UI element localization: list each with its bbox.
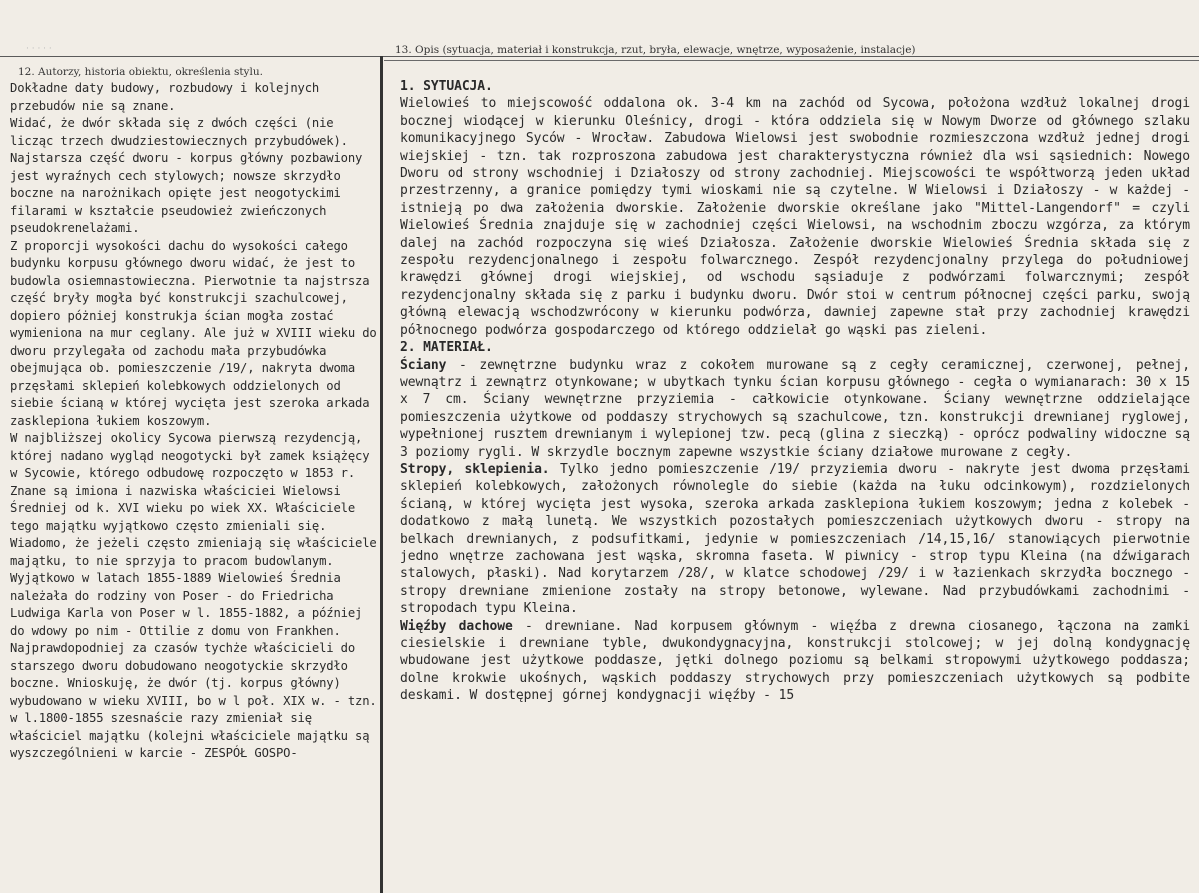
- roof-trusses-text: - drewniane. Nad korpusem głównym - więźba z drewna ciosanego, łączona na zamki ciesielskie i drewniane tyble, dwukondygnacyjna, konstrukcji stolcowej; w jej dolną kondygnację wbudowane jest użytkowe poddasze, jętki dolnego poziomu są belkami stropowymi użytkowego poddasza; dolne krokwie ukośnych, wąskich poddaszy strychowych przy pomieszczeniach użytkowych są podbite deskami. W dostępnej górnej kondygnacji więźby - 15: [400, 618, 1190, 704]
- situation-paragraph: Wielowieś to miejscowość oddalona ok. 3-4 km na zachód od Sycowa, położona wzdłuż lokalnej drogi bocznej wiodącej w kierunku Oleśnicy, drogi - która oddziela się w Nowym Dworze od głównego szlaku komunikacyjnego Syców - Wrocław. Zabudowa Wielowsi jest swobodnie rozmieszczona wzdłuż jednej drogi wiejskiej - tzn. tak rozproszona zabudowa jest charakterystyczna również dla wsi sąsiednich: Nowego Dworu od strony wschodniej i Działoszy od strony zachodniej. Miejscowości te współtworzą jeden układ przestrzenny, a granice pomiędzy tymi wioskami nie są czytelne. W Wielowsi i Działoszy - w każdej - istnieją po dwa założenia dworskie. Założenie dworskie określane jako "Mittel-Langendorf" = czyli Wielowieś Średnia znajduje się w zachodniej części Wielowsi, na wschodnim zboczu wzgórza, za którym dalej na zachód rozpoczyna się wieś Działosza. Założenie dworskie Wielowieś Średnia składa się z zespołu rezydencjonalnego i zespołu folwarcznego. Zespół rezydencjonalny przylega do południowej krawędzi głównej drogi wiejskiej, od wschodu sąsiaduje z podwórzami folwarcznymi; zespół rezydencjonalny składa się z parku i budynku dworu. Dwór stoi w centrum północnej części parku, swoją główną elewacją wschodzwrócony w kierunku podwórza, dawniej zapewne stał przy zachodniej krawędzi północnego podwórza gospodarczego od którego oddzielał go wąski pas zieleni.: [400, 96, 1190, 338]
- history-paragraph: Dokładne daty budowy, rozbudowy i kolejnych przebudów nie są znane.: [10, 81, 320, 113]
- section-13-label: 13. Opis (sytuacja, materiał i konstrukcja, rzut, bryła, elewacje, wnętrze, wyposażenie, instalacje): [395, 44, 916, 56]
- top-rule-right: [384, 60, 1199, 61]
- walls-lead: Ściany: [400, 357, 447, 373]
- history-column: [10, 80, 382, 763]
- ceilings-lead: Stropy, sklepienia.: [400, 461, 550, 477]
- history-paragraph: Znane są imiona i nazwiska właściciei Wielowsi Średniej od k. XVI wieku po wiek XX. Właściciele tego majątku wyjątkowo często zmieniali się. Wiadomo, że jeżeli często zmieniają się właściciele majątku, to nie sprzyja to pracom budowlanym.: [10, 483, 377, 568]
- description-column: [400, 78, 1190, 705]
- faint-marks: · · · · ·: [26, 44, 52, 54]
- history-paragraph: Z proporcji wysokości dachu do wysokości całego budynku korpusu głównego dworu widać, że jest to budowla osiemnastowieczna. Pierwotnie ta najstrsza część bryły mogła być konstrukcji szachulcowej, dopiero póżniej konstrukja ścian mogła zostać wymieniona na mur ceglany. Ale już w XVIII wieku do dworu przylegała od zachodu mała przybudówka obejmująca ob. pomieszczenie /19/, nakryta dwoma przęsłami sklepień kolebkowych oddzielonych od siebie ścianą w której wycięta jest szeroka arkada zasklepiona łukiem koszowym.: [10, 238, 377, 428]
- section-heading-situation: 1. SYTUACJA.: [400, 79, 493, 94]
- history-paragraph: Widać, że dwór składa się z dwóch części (nie licząc trzech dwudziestowiecznych przybudówek).: [10, 116, 348, 148]
- walls-text: - zewnętrzne budynku wraz z cokołem murowane są z cegły ceramicznej, czerwonej, pełnej, wewnątrz i zewnątrz otynkowane; w ubytkach tynku ścian korpusu głównego - cegła o wymianarach: 30 x 15 x 7 cm. Ściany wewnętrzne przyziemia - całkowicie otynkowane. Ściany wewnętrzne oddzielające pomieszczenia użytkowe od poddaszy strychowych są szachulcowe, tzn. konstrukcji drewnianej ryglowej, wypełnionej rusztem drewnianym i wylepionej tzw. pecą (glina z sieczką) - oprócz podwaliny widoczne są 3 poziomy rygli. W skrzydle bocznym zapewne wszystkie ściany działowe murowane z cegły.: [400, 357, 1190, 460]
- ceilings-paragraph: [400, 461, 1190, 618]
- top-rule: [0, 56, 1199, 57]
- walls-paragraph: [400, 357, 1190, 461]
- section-heading-material: 2. MATERIAŁ.: [400, 340, 493, 356]
- roof-trusses-lead: Więźby dachowe: [400, 618, 513, 634]
- section-12-label: 12. Autorzy, historia obiektu, określenia stylu.: [18, 66, 263, 78]
- history-paragraph: Wyjątkowo w latach 1855-1889 Wielowieś Średnia należała do rodziny von Poser - do Friedricha Ludwiga Karla von Poser w l. 1855-1882, a później do wdowy po nim - Ottilie z domu von Frankhen. Najprawdopodniej za czasów tychże właścicieli do starszego dworu dobudowano neogotyckie skrzydło boczne. Wnioskuję, że dwór (tj. korpus główny) wybudowano w wieku XVIII, bo w l poł. XIX w. - tzn. w l.1800-1855 szesnaście razy zmieniał się właściciel majątku (kolejni właściciele majątku są wyszczególnieni w karcie - ZESPÓŁ GOSPO-: [10, 571, 377, 760]
- ceilings-text: Tylko jedno pomieszczenie /19/ przyziemia dworu - nakryte jest dwoma przęsłami sklepień kolebkowych, założonych równolegle do siebie (każda na łuku odcinkowym), rozdzielonych ścianą, w której wycięta jest wysoka, szeroka arkada zasklepiona łukiem koszowym; jedna z kolebek - dodatkowo z małą lunetą. We wszystkich pozostałych pomieszczeniach użytkowych dworu - stropy na belkach drewnianych, z podsufitkami, jedynie w pomieszczeniach /14,15,16/ stanowiących pierwotnie jedno wnętrze zachowana jest wąska, skromna faseta. W piwnicy - strop typu Kleina (na dźwigarach stalowych, płaski). Nad korytarzem /28/, w klatce schodowej /29/ i w łazienkach skrzydła bocznego - stropy drewniane zmienione zostały na stropy betonowe, wylewane. Nad przybudówkami zachodnimi - stropodach typu Kleina.: [400, 461, 1190, 617]
- history-paragraph: W najbliższej okolicy Sycowa pierwszą rezydencją, której nadano wygląd neogotycki był zamek książęcy w Sycowie, którego odbudowę rozpoczęto w 1853 r.: [10, 431, 370, 480]
- roof-trusses-paragraph: [400, 618, 1190, 705]
- history-paragraph: Najstarsza część dworu - korpus główny pozbawiony jest wyraźnych cech stylowych; nowsze skrzydło boczne na narożnikach opięte jest neogotyckimi filarami w kształcie pseudowież zwieńczonych pseudokrenelażami.: [10, 151, 363, 235]
